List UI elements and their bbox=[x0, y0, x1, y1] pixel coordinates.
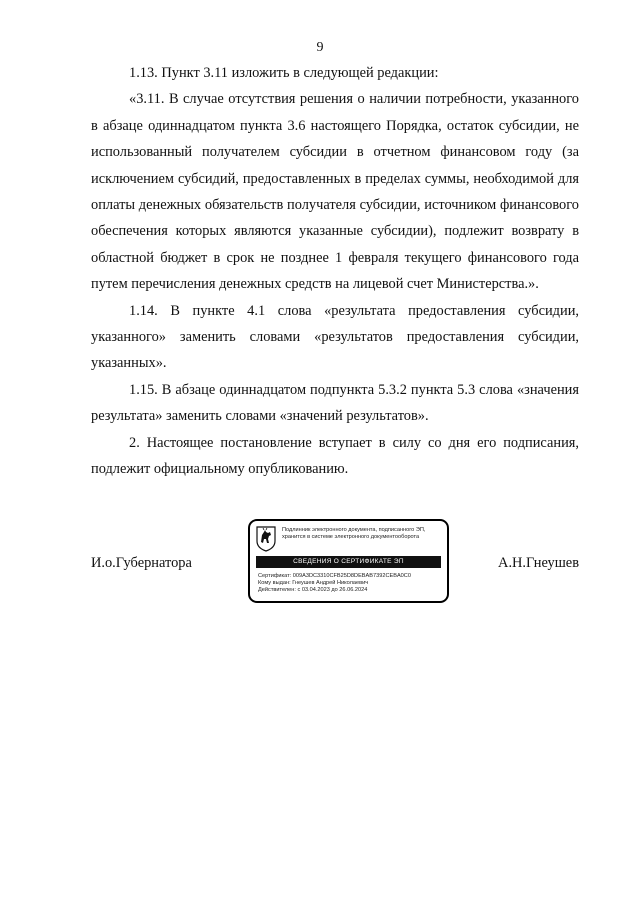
signatory-name: А.Н.Гнеушев bbox=[498, 555, 579, 571]
paragraph-1-14: 1.14. В пункте 4.1 слова «результата предоставления субсидии, указанного» заменить словами «результатов предоставления субсидии, указанных». bbox=[91, 302, 579, 372]
signature-block bbox=[91, 519, 579, 605]
paragraph-2: 2. Настоящее постановление вступает в силу со дня его подписания, подлежит официальному опубликованию. bbox=[91, 434, 579, 478]
stamp-owner: Кому выдан: Гнеушев Андрей Николаевич bbox=[258, 580, 369, 587]
paragraph-1-13: 1.13. Пункт 3.11 изложить в следующей редакции: bbox=[129, 65, 439, 81]
stamp-title: СВЕДЕНИЯ О СЕРТИФИКАТЕ ЭП bbox=[256, 556, 441, 568]
stamp-certificate: Сертификат: 009A3DC3310CFB25D8DEBAB7392CEBA0C0 bbox=[258, 573, 411, 579]
paragraph-1-15: 1.15. В абзаце одиннадцатом подпункта 5.3.2 пункта 5.3 слова «значения результата» заменить словами «значений результатов». bbox=[91, 381, 579, 425]
signatory-position: И.о.Губернатора bbox=[91, 555, 192, 571]
document-body bbox=[91, 60, 579, 483]
stamp-header-text: Подлинник электронного документа, подписанного ЭП, хранится в системе электронного документооборота bbox=[282, 527, 426, 540]
stamp-details bbox=[258, 573, 446, 595]
electronic-signature-stamp bbox=[248, 519, 449, 603]
stamp-validity: Действителен: с 03.04.2023 до 26.06.2024 bbox=[258, 587, 368, 594]
page-number: 9 bbox=[316, 40, 324, 55]
coat-of-arms-icon bbox=[256, 526, 276, 552]
paragraph-3-11-quote: «3.11. В случае отсутствия решения о наличии потребности, указанного в абзаце одиннадцатом пункта 3.6 настоящего Порядка, остаток субсидии, не использованный получателем субсидии в отчетном финансовом году (за исключением субсидий, предоставленных в пределах суммы, необходимой для оплаты денежных обязательств получателя субсидии, источником финансового обеспечения которых являются указанные субсидии), подлежит возврату в областной бюджет в срок не позднее 1 февраля текущего финансового года путем перечисления денежных средств на лицевой счет Министерства.». bbox=[91, 91, 579, 293]
